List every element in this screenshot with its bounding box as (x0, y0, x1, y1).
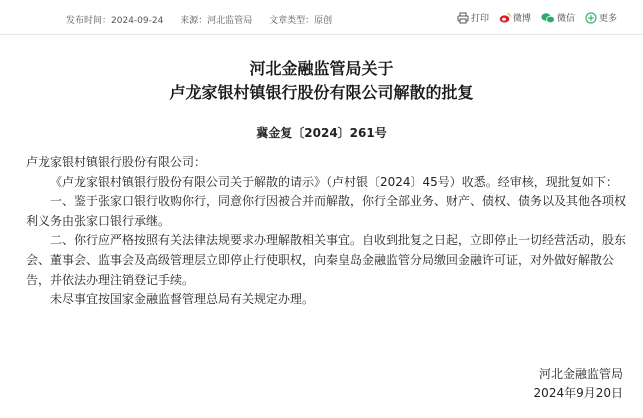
document-body (26, 153, 630, 310)
publish-time (66, 16, 163, 26)
weibo-label: 微博 (512, 14, 531, 24)
paragraph-4: 未尽事宜按国家金融监督管理总局有关规定办理。 (50, 292, 315, 307)
paragraph-2: 一、鉴于张家口银行收购你行，同意你行因被合并而解散，你行全部业务、财产、债权、债务以及其他各项权利义务由张家口银行承继。 (26, 194, 627, 228)
document-number: 冀金复〔2024〕261号 (256, 126, 387, 140)
wechat-icon (541, 12, 555, 24)
printer-icon (457, 12, 469, 24)
title-line-2: 卢龙家银村镇银行股份有限公司解散的批复 (169, 83, 474, 102)
signature-org: 河北金融监管局 (538, 367, 623, 381)
doc-type-label: 文章类型： (269, 16, 315, 26)
signature-date: 2024年9月20日 (533, 386, 623, 400)
publish-time-value: 2024-09-24 (111, 16, 164, 26)
doc-type (269, 16, 332, 26)
share-toolbar (457, 11, 617, 24)
title-line-1: 河北金融监管局关于 (249, 59, 394, 78)
plus-circle-icon (585, 12, 597, 24)
wechat-label: 微信 (556, 14, 575, 24)
source-value: 河北监管局 (207, 16, 253, 26)
article-meta (66, 13, 346, 26)
source-label: 来源： (180, 16, 208, 26)
article-meta-bar (0, 0, 643, 35)
weibo-icon (499, 12, 511, 24)
print-button[interactable] (457, 11, 489, 24)
source (180, 16, 252, 26)
more-label: 更多 (598, 14, 617, 24)
print-label: 打印 (470, 14, 489, 24)
doc-type-value: 原创 (314, 16, 333, 26)
weibo-share-button[interactable] (499, 11, 531, 24)
wechat-share-button[interactable] (541, 11, 575, 24)
publish-time-label: 发布时间： (66, 16, 112, 26)
paragraph-3: 二、你行应严格按照有关法律法规要求办理解散相关事宜。自收到批复之日起，立即停止一切经营活动，股东会、董事会、监事会及高级管理层立即停止行使职权，向秦皇岛金融监管分局缴回金融许可证，对外做好解散公告，并依法办理注销登记手续。 (26, 233, 627, 287)
more-share-button[interactable] (585, 11, 617, 24)
paragraph-1: 《卢龙家银村镇银行股份有限公司关于解散的请示》（卢村银〔2024〕45号）收悉。经审核，现批复如下： (50, 174, 618, 189)
salutation: 卢龙家银村镇银行股份有限公司： (26, 155, 207, 169)
